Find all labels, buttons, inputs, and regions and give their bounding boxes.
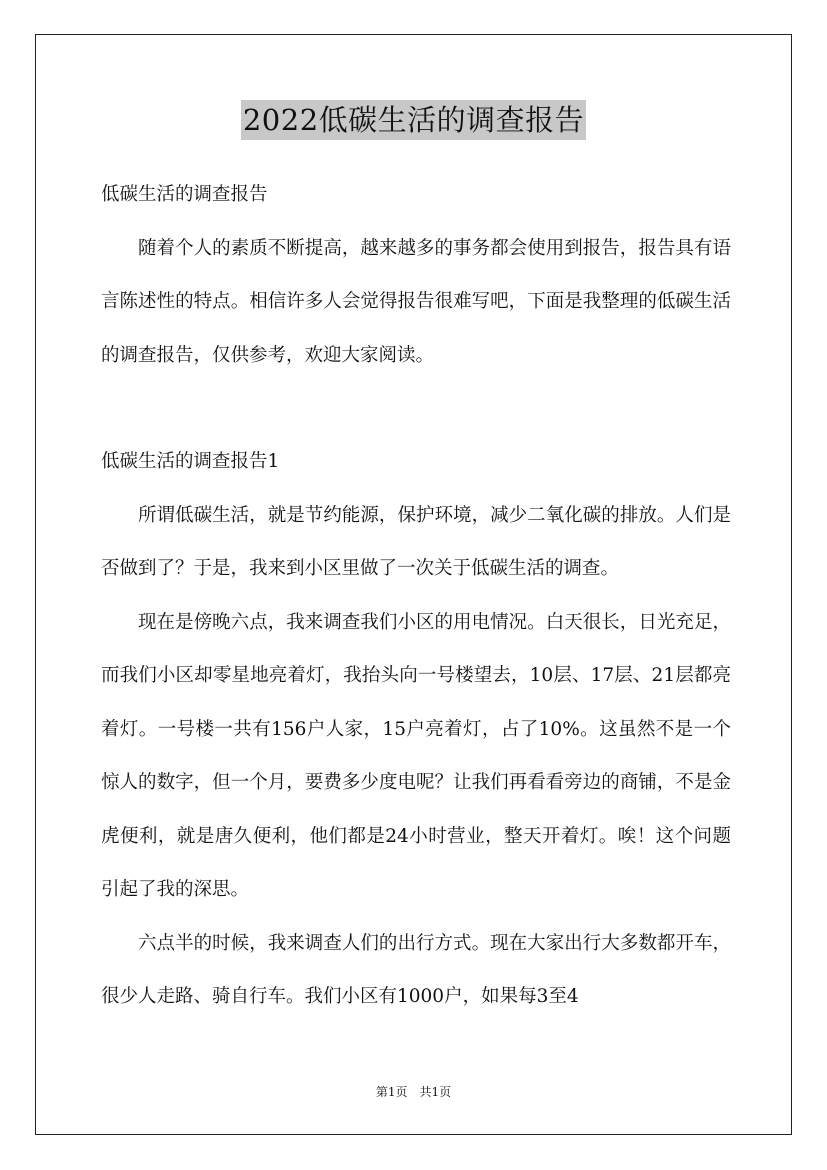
document-body (101, 168, 731, 1024)
page-number: 第1页 共1页 (375, 1085, 452, 1099)
body-paragraph-1: 所谓低碳生活，就是节约能源，保护环境，减少二氧化碳的排放。人们是否做到了？于是，我来到小区里做了一次关于低碳生活的调查。 (101, 504, 731, 579)
section-heading: 低碳生活的调查报告1 (101, 451, 280, 472)
document-title: 2022低碳生活的调查报告 (241, 100, 586, 140)
subtitle: 低碳生活的调查报告 (101, 184, 268, 205)
intro-paragraph: 随着个人的素质不断提高，越来越多的事务都会使用到报告，报告具有语言陈述性的特点。相信许多人会觉得报告很难写吧，下面是我整理的低碳生活的调查报告，仅供参考，欢迎大家阅读。 (101, 237, 731, 366)
spacer (101, 382, 731, 435)
page-footer (0, 1083, 827, 1100)
title-container (0, 100, 827, 140)
body-paragraph-3: 六点半的时候，我来调查人们的出行方式。现在大家出行大多数都开车，很少人走路、骑自行车。我们小区有1000户，如果每3至4 (101, 932, 731, 1007)
body-paragraph-2: 现在是傍晚六点，我来调查我们小区的用电情况。白天很长，日光充足，而我们小区却零星地亮着灯，我抬头向一号楼望去，10层、17层、21层都亮着灯。一号楼一共有156户人家，15户亮着灯，占了10%。这虽然不是一个惊人的数字，但一个月，要费多少度电呢？让我们再看看旁边的商铺，不是金虎便利，就是唐久便利，他们都是24小时营业，整天开着灯。唉！这个问题引起了我的深思。 (101, 611, 731, 900)
